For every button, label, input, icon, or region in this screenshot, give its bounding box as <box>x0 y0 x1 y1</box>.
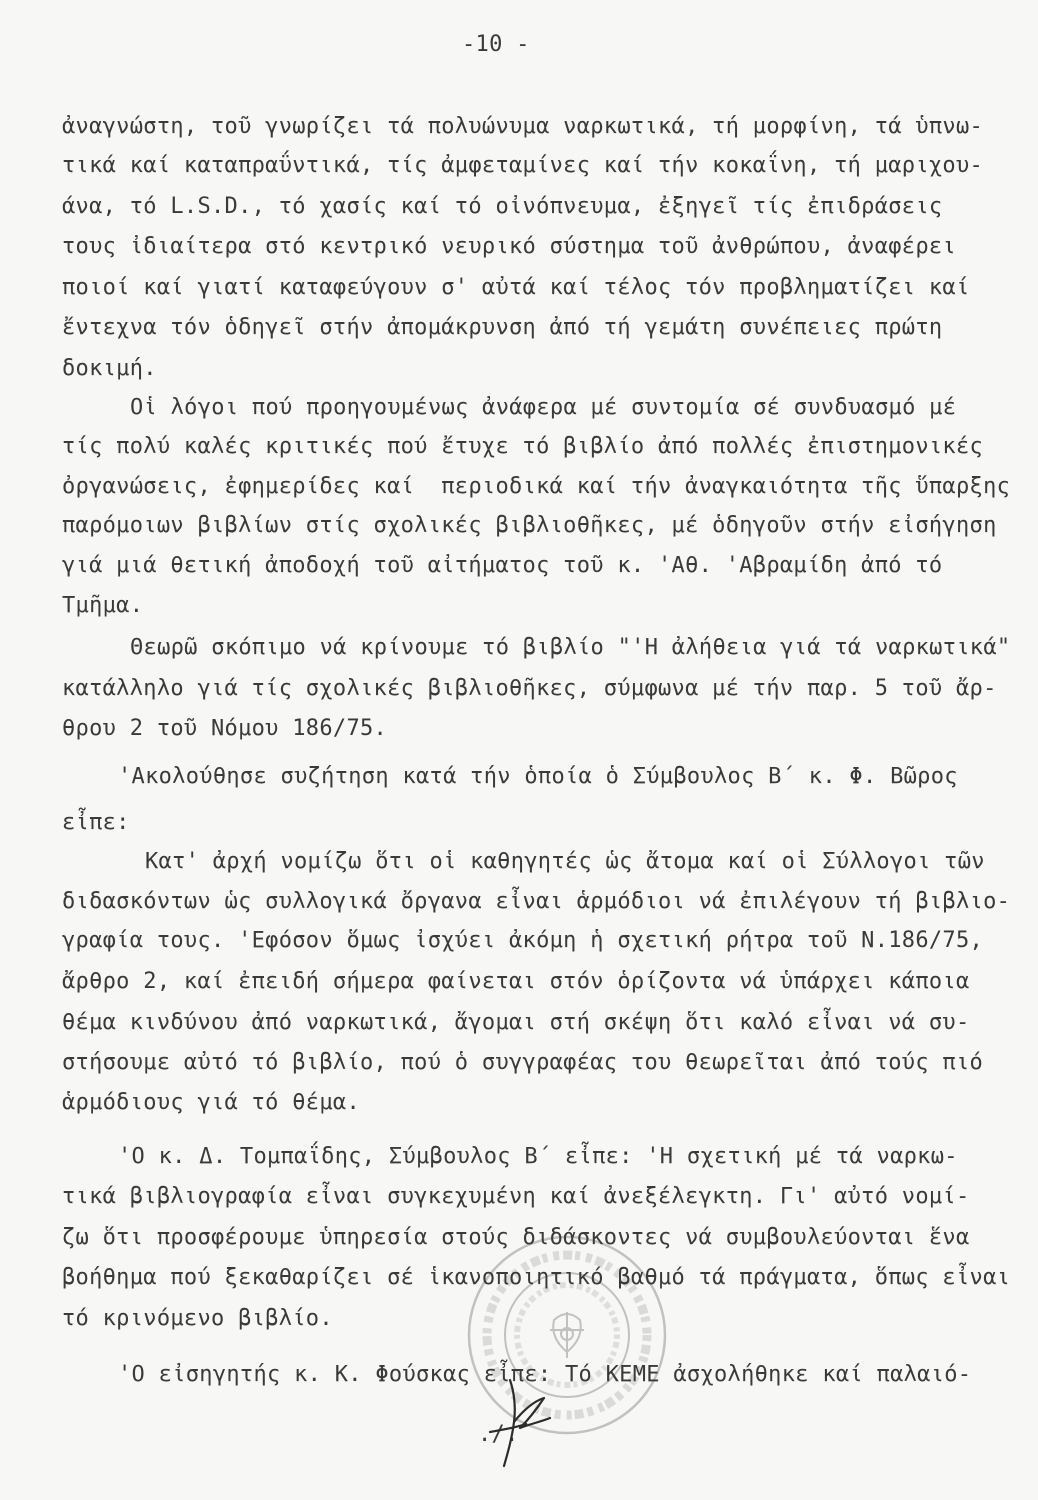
text-line: Οἱ λόγοι πού προηγουμένως ἀνάφερα μέ συντομία σέ συνδυασμό μέ <box>130 395 957 420</box>
text-line: Τμῆμα. <box>62 593 144 618</box>
text-line: τικά βιβλιογραφία εἶναι συγκεχυμένη καί ἀνεξέλεγκτη. Γι' αὐτό νομί- <box>62 1184 970 1209</box>
text-line: τό κρινόμενο βιβλίο. <box>62 1306 333 1331</box>
text-line: δοκιμή. <box>62 356 157 381</box>
text-line: Θεωρῶ σκόπιμο νά κρίνουμε τό βιβλίο "'Η ἀλήθεια γιά τά ναρκωτικά" <box>130 635 1011 660</box>
stamp-emblem <box>550 1312 584 1358</box>
text-line: ποιοί καί γιατί καταφεύγουν σ' αὐτά καί τέλος τόν προβληματίζει καί <box>62 275 970 300</box>
text-line: ζω ὅτι προσφέρουμε ὑπηρεσία στούς διδάσκοντες νά συμβουλεύονται ἕνα <box>62 1225 970 1250</box>
signature <box>470 1372 580 1472</box>
text-line: 'Ακολούθησε συζήτηση κατά τήν ὁποία ὁ Σύμβουλος Β΄ κ. Φ. Βῶρος <box>118 764 958 789</box>
text-line: θέμα κινδύνου ἀπό ναρκωτικά, ἄγομαι στή σκέψη ὅτι καλό εἶναι νά συ- <box>62 1010 970 1035</box>
text-line: ἄρθρο 2, καί ἐπειδή σήμερα φαίνεται στόν ὁρίζοντα νά ὑπάρχει κάποια <box>62 969 970 994</box>
text-line: 'Ο εἰσηγητής κ. Κ. Φούσκας εἶπε: Τό ΚΕΜΕ ἀσχολήθηκε καί παλαιό- <box>118 1362 972 1387</box>
text-line: θρου 2 τοῦ Νόμου 186/75. <box>62 716 388 741</box>
text-line: βοήθημα πού ξεκαθαρίζει σέ ἱκανοποιητικό βαθμό τά πράγματα, ὅπως εἶναι <box>62 1265 1011 1290</box>
text-line: τους ἰδιαίτερα στό κεντρικό νευρικό σύστημα τοῦ ἀνθρώπου, ἀναφέρει <box>62 234 956 259</box>
text-line: διδασκόντων ὡς συλλογικά ὄργανα εἶναι ἁρμόδιοι νά ἐπιλέγουν τή βιβλιο- <box>62 889 1011 914</box>
text-line: ἀναγνώστη, τοῦ γνωρίζει τά πολυώνυμα ναρκωτικά, τή μορφίνη, τά ὑπνω- <box>62 114 984 139</box>
text-line: παρόμοιων βιβλίων στίς σχολικές βιβλιοθῆκες, μέ ὁδηγοῦν στήν εἰσήγηση <box>62 513 997 538</box>
text-line: ἔντεχνα τόν ὁδηγεῖ στήν ἀπομάκρυνση ἀπό τή γεμάτη συνέπειες πρώτη <box>62 315 943 340</box>
signature-stroke <box>490 1380 550 1466</box>
text-line: στήσουμε αὐτό τό βιβλίο, πού ὁ συγγραφέας του θεωρεῖται ἀπό τούς πιό <box>62 1050 984 1075</box>
text-line: γιά μιά θετική ἀποδοχή τοῦ αἰτήματος τοῦ κ. 'Αθ. 'Αβραμίδη ἀπό τό <box>62 553 943 578</box>
text-line: ὀργανώσεις, ἐφημερίδες καί περιοδικά καί τήν ἀναγκαιότητα τῆς ὕπαρξης <box>62 474 1011 499</box>
continuation-mark: ./. <box>478 1422 519 1447</box>
text-line: κατάλληλο γιά τίς σχολικές βιβλιοθῆκες, σύμφωνα μέ τήν παρ. 5 τοῦ ἄρ- <box>62 676 997 701</box>
text-line: άνα, τό L.S.D., τό χασίς καί τό οἰνόπνευμα, ἐξηγεῖ τίς ἐπιδράσεις <box>62 194 943 219</box>
text-line: 'Ο κ. Δ. Τομπαΐδης, Σύμβουλος Β΄ εἶπε: 'Η σχετική μέ τά ναρκω- <box>118 1144 958 1169</box>
text-line: εἶπε: <box>62 810 130 835</box>
text-line: τικά καί καταπραΰντικά, τίς ἀμφεταμίνες καί τήν κοκαΐνη, τή μαριχου- <box>62 153 984 178</box>
text-line: ἁρμόδιους γιά τό θέμα. <box>62 1090 360 1115</box>
page-number: -10 - <box>462 32 530 57</box>
text-line: Κατ' ἀρχή νομίζω ὅτι οἱ καθηγητές ὡς ἄτομα καί οἱ Σύλλογοι τῶν <box>145 849 985 874</box>
text-line: γραφία τους. 'Εφόσον ὅμως ἰσχύει ἀκόμη ἡ σχετική ρήτρα τοῦ Ν.186/75, <box>62 928 984 953</box>
text-line: τίς πολύ καλές κριτικές πού ἔτυχε τό βιβλίο ἀπό πολλές ἐπιστημονικές <box>62 434 984 459</box>
